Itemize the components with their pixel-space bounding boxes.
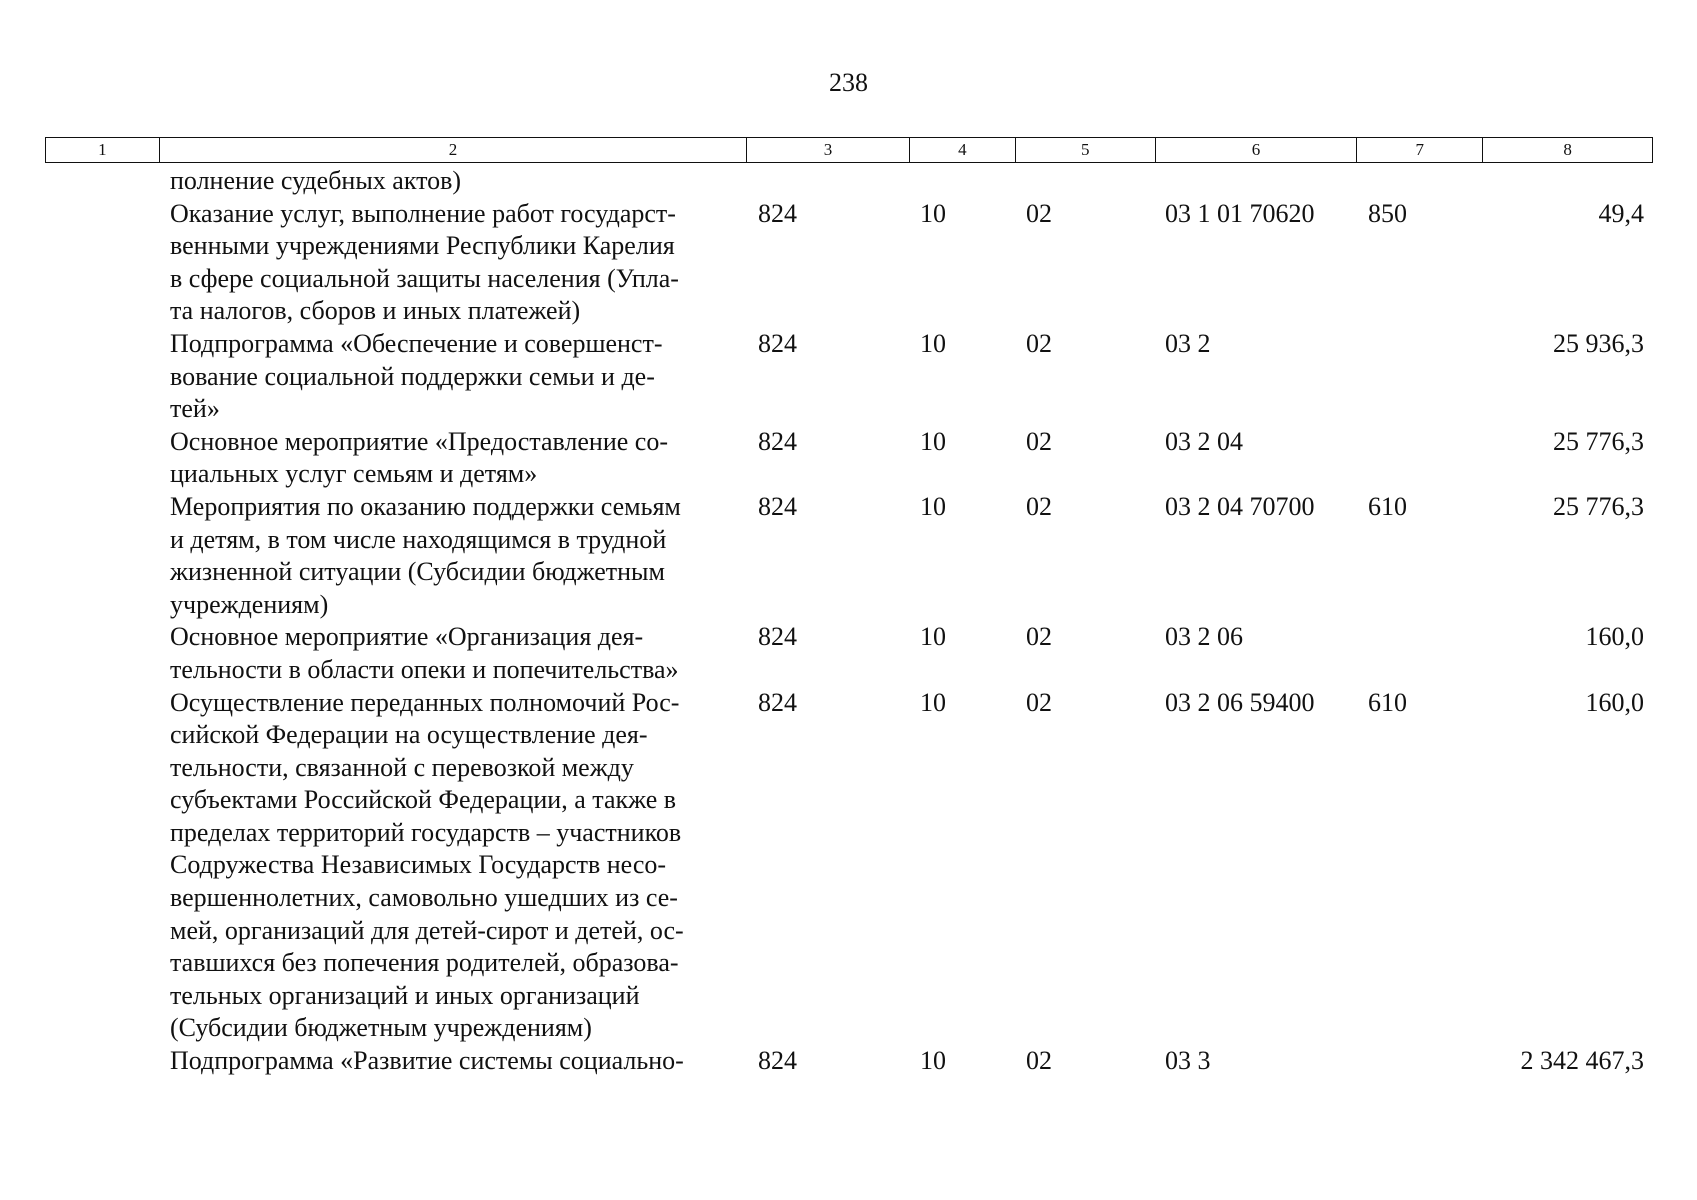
- item-name-line: (Субсидии бюджетным учреждениям): [170, 1013, 592, 1043]
- cell-amount: 25 776,3: [1553, 491, 1644, 521]
- cell-ministry-code: 824: [758, 687, 797, 717]
- cell-amount: 160,0: [1585, 622, 1644, 652]
- table-row: [0, 165, 1697, 198]
- cell-subsection: 02: [1026, 328, 1052, 358]
- cell-amount: 49,4: [1598, 198, 1644, 228]
- item-name-line: жизненной ситуации (Субсидии бюджетным: [170, 557, 665, 587]
- item-name-line: Подпрограмма «Развитие системы социально-: [170, 1046, 684, 1076]
- cell-item-name: [170, 621, 740, 686]
- item-name-line: в сфере социальной защиты населения (Упла-: [170, 263, 679, 293]
- cell-subsection: 02: [1026, 1046, 1052, 1076]
- cell-subsection: 02: [1026, 426, 1052, 456]
- item-name-line: учреждениям): [170, 589, 329, 619]
- item-name-line: Содружества Независимых Государств несо-: [170, 850, 667, 880]
- cell-target-article: 03 2 04 70700: [1165, 491, 1315, 521]
- item-name-line: тельных организаций и иных организаций: [170, 980, 640, 1010]
- item-name-line: Основное мероприятие «Организация дея-: [170, 622, 644, 652]
- header-cell-3: 3: [747, 138, 910, 162]
- cell-amount: 25 936,3: [1553, 328, 1644, 358]
- cell-target-article: 03 2 06: [1165, 622, 1243, 652]
- cell-ministry-code: 824: [758, 491, 797, 521]
- table-row: [0, 1045, 1697, 1078]
- item-name-line: Мероприятия по оказанию поддержки семьям: [170, 491, 681, 521]
- item-name-line: и детям, в том числе находящимся в трудной: [170, 524, 667, 554]
- table-row: [0, 426, 1697, 491]
- table-row: [0, 687, 1697, 1046]
- item-name-line: субъектами Российской Федерации, а также в: [170, 785, 677, 815]
- cell-section: 10: [920, 198, 946, 228]
- cell-subsection: 02: [1026, 687, 1052, 717]
- header-cell-2: 2: [160, 138, 747, 162]
- cell-ministry-code: 824: [758, 328, 797, 358]
- cell-target-article: 03 1 01 70620: [1165, 198, 1315, 228]
- header-cell-7: 7: [1357, 138, 1483, 162]
- cell-amount: 25 776,3: [1553, 426, 1644, 456]
- item-name-line: Основное мероприятие «Предоставление со-: [170, 426, 668, 456]
- item-name-line: полнение судебных актов): [170, 166, 462, 195]
- cell-expense-type: 850: [1368, 198, 1407, 228]
- header-cell-4: 4: [910, 138, 1016, 162]
- item-name-line: венными учреждениями Республики Карелия: [170, 231, 675, 261]
- cell-ministry-code: 824: [758, 622, 797, 652]
- item-name-line: вершеннолетних, самовольно ушедших из се-: [170, 883, 678, 913]
- cell-section: 10: [920, 491, 946, 521]
- item-name-line: та налогов, сборов и иных платежей): [170, 296, 581, 326]
- cell-section: 10: [920, 328, 946, 358]
- cell-expense-type: 610: [1368, 687, 1407, 717]
- cell-item-name: [170, 687, 740, 1046]
- cell-section: 10: [920, 426, 946, 456]
- cell-item-name: [170, 1045, 740, 1078]
- cell-subsection: 02: [1026, 622, 1052, 652]
- cell-ministry-code: 824: [758, 1046, 797, 1076]
- cell-item-name: [170, 328, 740, 426]
- table-row: [0, 621, 1697, 686]
- header-cell-1: 1: [46, 138, 160, 162]
- cell-item-name: [170, 198, 740, 328]
- cell-item-name: [170, 165, 740, 198]
- header-cell-8: 8: [1563, 140, 1572, 159]
- page-number: 238: [829, 68, 868, 97]
- cell-section: 10: [920, 687, 946, 717]
- item-name-line: тельности в области опеки и попечительства»: [170, 654, 679, 684]
- cell-target-article: 03 3: [1165, 1046, 1211, 1076]
- cell-subsection: 02: [1026, 198, 1052, 228]
- cell-section: 10: [920, 622, 946, 652]
- header-cell-6: 6: [1156, 138, 1358, 162]
- item-name-line: тавшихся без попечения родителей, образова-: [170, 948, 679, 978]
- cell-subsection: 02: [1026, 491, 1052, 521]
- cell-ministry-code: 824: [758, 426, 797, 456]
- item-name-line: пределах территорий государств – участников: [170, 817, 682, 847]
- item-name-line: Подпрограмма «Обеспечение и совершенст-: [170, 328, 663, 358]
- cell-section: 10: [920, 1046, 946, 1076]
- item-name-line: Оказание услуг, выполнение работ государст-: [170, 198, 676, 228]
- table-row: [0, 328, 1697, 426]
- table-row: [0, 198, 1697, 328]
- item-name-line: тей»: [170, 394, 220, 424]
- header-cell-5: 5: [1016, 138, 1156, 162]
- table-row: [0, 491, 1697, 621]
- cell-amount: 160,0: [1585, 687, 1644, 717]
- item-name-line: тельности, связанной с перевозкой между: [170, 752, 634, 782]
- cell-expense-type: 610: [1368, 491, 1407, 521]
- cell-ministry-code: 824: [758, 198, 797, 228]
- item-name-line: Осуществление переданных полномочий Рос-: [170, 687, 680, 717]
- item-name-line: мей, организаций для детей-сирот и детей, ос-: [170, 915, 684, 945]
- item-name-line: циальных услуг семьям и детям»: [170, 459, 538, 489]
- cell-target-article: 03 2 04: [1165, 426, 1243, 456]
- table-header-row: [45, 137, 1653, 163]
- cell-item-name: [170, 426, 740, 491]
- cell-amount: 2 342 467,3: [1520, 1046, 1644, 1076]
- cell-target-article: 03 2: [1165, 328, 1211, 358]
- cell-item-name: [170, 491, 740, 621]
- cell-target-article: 03 2 06 59400: [1165, 687, 1315, 717]
- item-name-line: вование социальной поддержки семьи и де-: [170, 361, 655, 391]
- budget-table-body: [0, 165, 1697, 1078]
- item-name-line: сийской Федерации на осуществление дея-: [170, 720, 648, 750]
